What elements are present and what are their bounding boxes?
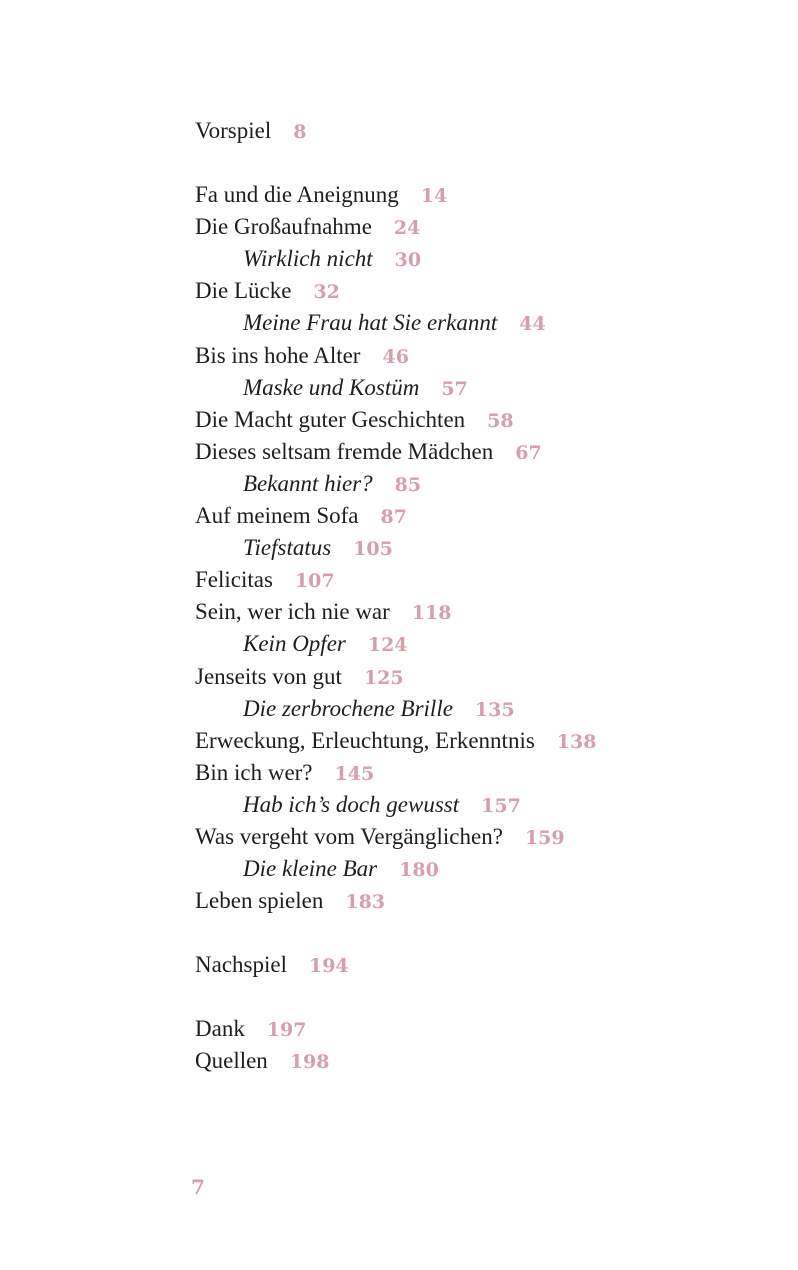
toc-entry: [195, 500, 755, 532]
toc-entry-page-number: 198: [289, 1051, 330, 1074]
toc-entry-page-number: 180: [399, 859, 439, 882]
page-folio: 7: [191, 1175, 205, 1199]
toc-entry-page-number: 85: [394, 473, 422, 496]
toc-entry-page-number: 197: [266, 1019, 307, 1042]
toc-entry: [195, 340, 755, 372]
toc-subentry: [195, 853, 755, 885]
toc-entry-title: Bis ins hohe Alter: [195, 342, 361, 368]
toc-entry-title: Bin ich wer?: [195, 759, 313, 785]
toc-entry-page-number: 67: [515, 441, 542, 464]
toc-entry: [195, 115, 755, 147]
toc-entry-title: Felicitas: [195, 567, 273, 593]
toc-entry-page-number: 24: [393, 217, 421, 240]
toc-entry-title: Auf meinem Sofa: [195, 503, 359, 529]
toc-entry: [195, 275, 755, 307]
toc-entry-title: Kein Opfer: [243, 631, 346, 657]
toc-entry-page-number: 30: [394, 249, 422, 272]
toc-entry: [195, 885, 755, 917]
toc-entry-page-number: 183: [345, 891, 386, 914]
toc-subentry: [195, 307, 755, 339]
toc-entry: [195, 1013, 755, 1045]
toc-entry-page-number: 194: [308, 955, 349, 978]
toc-entry-title: Fa und die Aneignung: [195, 182, 399, 208]
toc-entry-title: Sein, wer ich nie war: [195, 599, 390, 625]
toc-entry: [195, 596, 755, 628]
toc-entry-page-number: 32: [313, 281, 340, 304]
toc-entry-page-number: 46: [382, 345, 409, 368]
toc-entry-page-number: 124: [367, 634, 408, 657]
toc-entry-page-number: 107: [294, 570, 335, 593]
toc-entry-title: Leben spielen: [195, 888, 324, 914]
toc-entry-title: Jenseits von gut: [195, 663, 342, 689]
toc-entry-title: Was vergeht vom Vergänglichen?: [195, 823, 503, 849]
toc-entry-page-number: 44: [519, 313, 546, 336]
toc-entry-page-number: 135: [474, 698, 515, 721]
toc-entry-title: Erweckung, Erleuchtung, Erkenntnis: [195, 727, 535, 753]
table-of-contents: [195, 115, 755, 1078]
toc-subentry: [195, 628, 755, 660]
toc-entry-page-number: 58: [487, 409, 514, 432]
toc-entry-page-number: 8: [293, 121, 307, 143]
toc-entry: [195, 1045, 755, 1077]
toc-subentry: [195, 532, 755, 564]
toc-subentry: [195, 468, 755, 500]
toc-entry-page-number: 57: [441, 377, 468, 400]
toc-entry: [195, 725, 755, 757]
toc-entry-title: Wirklich nicht: [243, 246, 373, 272]
toc-entry-title: Vorspiel: [195, 118, 272, 143]
toc-entry-title: Die Großaufnahme: [195, 214, 372, 240]
toc-entry: [195, 404, 755, 436]
toc-subentry: [195, 372, 755, 404]
toc-entry-page-number: 105: [353, 538, 393, 561]
toc-entry-title: Bekannt hier?: [243, 470, 373, 496]
toc-entry-title: Nachspiel: [195, 952, 287, 978]
toc-entry-page-number: 118: [411, 602, 452, 625]
toc-entry-page-number: 87: [380, 506, 407, 529]
toc-subentry: [195, 243, 755, 275]
toc-entry: [195, 821, 755, 853]
toc-entry-title: Quellen: [195, 1048, 268, 1074]
toc-entry-title: Tiefstatus: [243, 535, 332, 561]
toc-entry-title: Meine Frau hat Sie erkannt: [243, 310, 498, 336]
toc-entry-title: Dank: [195, 1016, 245, 1042]
toc-entry-title: Dieses seltsam fremde Mädchen: [195, 438, 494, 464]
toc-subentry: [195, 693, 755, 725]
toc-entry-page-number: 159: [524, 826, 565, 849]
toc-entry-page-number: 157: [481, 794, 521, 817]
toc-entry: [195, 436, 755, 468]
toc-entry: [195, 949, 755, 981]
toc-entry: [195, 179, 755, 211]
toc-subentry: [195, 789, 755, 821]
toc-entry: [195, 211, 755, 243]
toc-entry: [195, 564, 755, 596]
toc-entry-page-number: 14: [420, 185, 448, 208]
toc-entry-title: Maske und Kostüm: [243, 374, 420, 400]
toc-entry-page-number: 145: [334, 762, 375, 785]
toc-entry-title: Die Lücke: [195, 278, 292, 304]
toc-entry-title: Die zerbrochene Brille: [243, 695, 453, 721]
toc-entry: [195, 757, 755, 789]
toc-entry-page-number: 138: [556, 730, 597, 753]
toc-entry-title: Hab ich’s doch gewusst: [243, 791, 460, 817]
toc-entry: [195, 661, 755, 693]
toc-entry-page-number: 125: [363, 666, 404, 689]
toc-entry-title: Die Macht guter Geschichten: [195, 406, 466, 432]
toc-entry-title: Die kleine Bar: [243, 856, 378, 882]
